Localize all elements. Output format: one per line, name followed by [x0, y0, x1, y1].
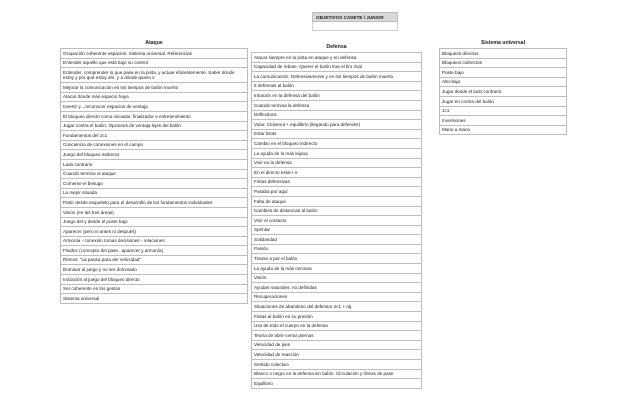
- column-header-defensa: Defensa: [326, 44, 347, 50]
- list-item: Partir desde esqueleto para el desarrollo de los fundamentos individuales: [60, 198, 248, 208]
- list-item: Recuperaciones: [251, 293, 422, 303]
- list-item: Visión (en las tres áreas): [60, 208, 248, 218]
- list-item: Cuando termina el ataque: [60, 170, 248, 180]
- list-item: Equilibrio: [251, 379, 422, 389]
- list-item: Vivir el contacto: [251, 216, 422, 226]
- list-item: Ayudas naturales, no definidas: [251, 283, 422, 293]
- list-item: Mano a mano: [439, 126, 567, 136]
- list-item: Blanco o negro en la defensa sin balón. Circulación y líneas de pase: [251, 370, 422, 380]
- list-item: Pasaba por aquí: [251, 187, 422, 197]
- list-item: Alto-bajo: [439, 78, 567, 88]
- column-defensa: [251, 42, 422, 389]
- list-item: Jugar en contra del balón: [439, 97, 567, 107]
- list-item: Cuando termina la defensa: [251, 101, 422, 111]
- list-item: Fintas al balón en su presión: [251, 312, 422, 322]
- list-item: Conciencia de conexiones en el campo: [60, 141, 248, 151]
- list-item: Atacar siempre en la pista en ataque y en defensa: [251, 53, 422, 63]
- list-item: Lado contrario: [60, 160, 248, 170]
- title-empty-cell: [312, 22, 398, 31]
- list-item: Entender aquello que está bajo su control: [60, 59, 248, 69]
- list-item: Sistema universal: [60, 294, 248, 304]
- list-item: El bloqueo directo como iniciador, finalizador o entretenimiento: [60, 112, 248, 122]
- column-header-sistema-universal: Sistema universal: [480, 40, 526, 46]
- list-item: En el directo estar+ ir: [251, 168, 422, 178]
- list-item: Uso de todo el cuerpo en la defensa: [251, 322, 422, 332]
- list-item: Fintas defensivas: [251, 178, 422, 188]
- list-item: Cambios de distancias al balón: [251, 207, 422, 217]
- list-item: Tirarse a por el balón: [251, 254, 422, 264]
- list-item: Ser coherente en los gestos: [60, 285, 248, 295]
- list-item: Ocupación coherente espacios. Sistema universal. Referencias: [60, 49, 248, 59]
- list-item: Iniciación al juego del bloqueo directo: [60, 275, 248, 285]
- list-sistema-universal: [439, 48, 567, 135]
- list-item: Estar listas: [251, 130, 422, 140]
- list-item: Juego del bloqueo indirecto: [60, 150, 248, 160]
- list-item: La ayuda de la más cercana: [251, 264, 422, 274]
- list-defensa: [251, 52, 422, 389]
- list-item: Bloqueos indirectos: [439, 59, 567, 69]
- list-item: Mejorar la comunicación en los tiempos de balón muerto: [60, 83, 248, 93]
- column-header-ataque: Ataque: [145, 40, 163, 46]
- list-item: La comunicación. Defensivamente y en los tiempos de balón muerto: [251, 72, 422, 82]
- list-item: Fluidez (concepto del pase...aparecer y armonía): [60, 246, 248, 256]
- list-item: Velocidad de pies: [251, 341, 422, 351]
- list-item: Intuición en la defensa del balón: [251, 91, 422, 101]
- list-item: Cambio en el bloqueo indirecto: [251, 139, 422, 149]
- list-item: La ayuda de la más lejana: [251, 149, 422, 159]
- list-item: 1c1: [439, 107, 567, 117]
- list-item: Aparecer (pero ni antes ni después): [60, 227, 248, 237]
- list-item: Capacidad de rebote. Querer el balón tras el tiro rival: [251, 63, 422, 73]
- list-item: Inversiones: [439, 116, 567, 126]
- list-item: Armonía - conexión tomas decisiones - relaciones: [60, 237, 248, 247]
- list-item: Fundamentos del 1c1: [60, 131, 248, 141]
- column-ataque: [60, 38, 248, 304]
- document-title: OBJETIVOS CADETE / JUNIOR: [312, 12, 398, 22]
- list-item: Invertir y....reconocer espacios de ventaja: [60, 102, 248, 112]
- list-item: Volar. Closeout + equilibrio (llegando para defender): [251, 120, 422, 130]
- list-item: Sprintar: [251, 226, 422, 236]
- list-item: Jugar contra el balón. Opciones de ventaja lejos del balón: [60, 122, 248, 132]
- list-item: Jugar desde el lado contrario: [439, 87, 567, 97]
- list-item: Poste bajo: [439, 68, 567, 78]
- list-item: La mejor situada: [60, 189, 248, 199]
- list-item: Dominar al juego y no ser dominado: [60, 265, 248, 275]
- list-item: Juego del y desde el poste bajo: [60, 218, 248, 228]
- list-item: Deflections: [251, 111, 422, 121]
- list-item: Teoría de abrir-cerrar piernas: [251, 331, 422, 341]
- list-item: Atacar dónde más espacio haya: [60, 93, 248, 103]
- list-item: Vivir en la defensa: [251, 159, 422, 169]
- list-item: Ritmos: "La pausa para der velocidad": [60, 256, 248, 266]
- column-sistema-universal: [439, 38, 567, 135]
- list-item: Entender, comprender lo que pasa en la pista, y actuar eficientemente. Saber dónde estoy y por qué estoy ahí, y a dónde quiero ir: [60, 68, 248, 83]
- list-item: Bloqueos directos: [439, 49, 567, 59]
- list-item: 5 defensas al balón: [251, 82, 422, 92]
- list-item: Comerse el besugo: [60, 179, 248, 189]
- list-ataque: [60, 48, 248, 304]
- list-item: Solidaridad: [251, 235, 422, 245]
- list-item: Sentido colectivo: [251, 360, 422, 370]
- list-item: Pasión: [251, 245, 422, 255]
- list-item: Situaciones de abandono del defensor 2c1 + ráj: [251, 302, 422, 312]
- list-item: Falta de ataque: [251, 197, 422, 207]
- list-item: Visión: [251, 274, 422, 284]
- list-item: Velocidad de reacción: [251, 350, 422, 360]
